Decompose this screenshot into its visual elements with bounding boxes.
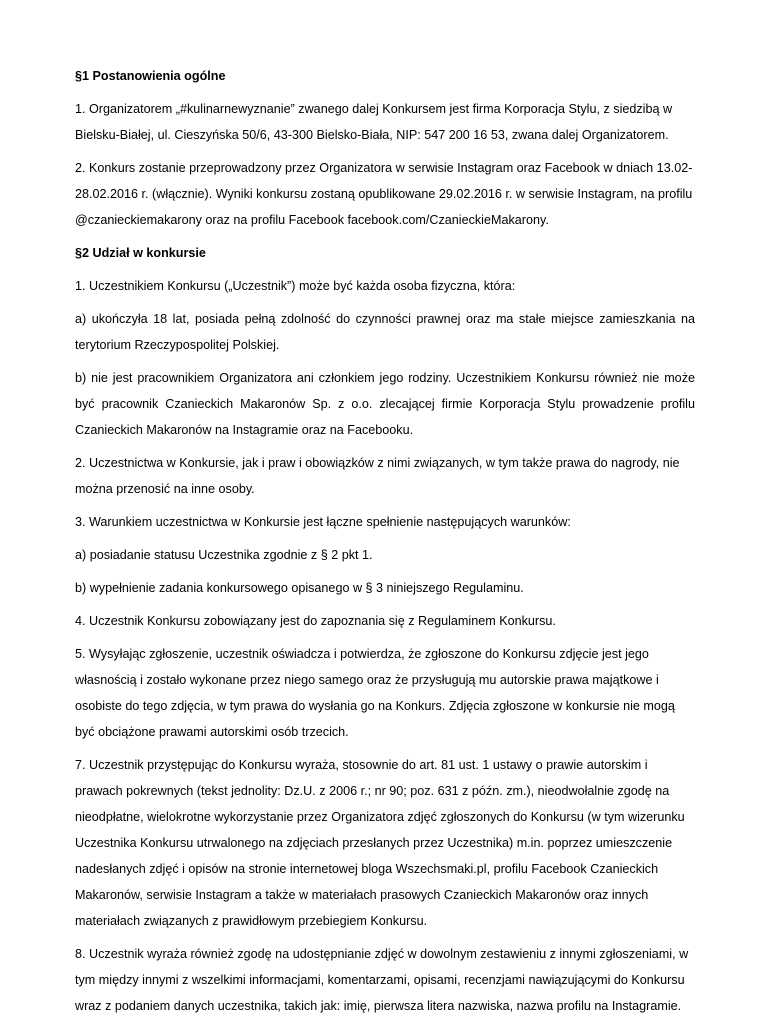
paragraph: 5. Wysyłając zgłoszenie, uczestnik oświadcza i potwierdza, że zgłoszone do Konkursu zdjęcie jest jego własnością i zostało wykonane przez niego samego oraz że przysługują mu autorskie prawa majątkowe i osobiste do tego zdjęcia, w tym prawa do wysłania go na Konkurs. Zdjęcia zgłoszone w konkursie nie mogą być obciążone prawami autorskimi osób trzecich. — [75, 647, 675, 739]
paragraph: 1. Organizatorem „#kulinarnewyznanie” zwanego dalej Konkursem jest firma Korporacja Stylu, z siedzibą w Bielsku-Białej, ul. Cieszyńska 50/6, 43-300 Bielsko-Biała, NIP: 547 200 16 53, zwana dalej Organizatorem. — [75, 102, 673, 142]
paragraph: 2. Uczestnictwa w Konkursie, jak i praw i obowiązków z nimi związanych, w tym także prawa do nagrody, nie można przenosić na inne osoby. — [75, 456, 680, 496]
paragraph: 4. Uczestnik Konkursu zobowiązany jest do zapoznania się z Regulaminem Konkursu. — [75, 614, 556, 628]
paragraph: b) wypełnienie zadania konkursowego opisanego w § 3 niniejszego Regulaminu. — [75, 581, 524, 595]
section-heading: §1 Postanowienia ogólne — [75, 69, 226, 83]
paragraph: a) ukończyła 18 lat, posiada pełną zdolność do czynności prawnej oraz ma stałe miejsce zamieszkania na terytorium Rzeczypospolitej Polskiej. — [75, 312, 695, 352]
paragraph: 2. Konkurs zostanie przeprowadzony przez Organizatora w serwisie Instagram oraz Facebook w dniach 13.02-28.02.2016 r. (włącznie). Wyniki konkursu zostaną opublikowane 29.02.2016 r. w serwisie Instagram, na profilu @czanieckiemakarony oraz na profilu Facebook facebook.com/CzanieckieMakarony. — [75, 161, 693, 227]
paragraph: a) posiadanie statusu Uczestnika zgodnie z § 2 pkt 1. — [75, 548, 373, 562]
section-heading: §2 Udział w konkursie — [75, 246, 206, 260]
paragraph: b) nie jest pracownikiem Organizatora ani członkiem jego rodziny. Uczestnikiem Konkursu również nie może być pracownik Czanieckich Makaronów Sp. z o.o. zlecającej firmie Korporacja Stylu prowadzenie profilu Czanieckich Makaronów na Instagramie oraz na Facebooku. — [75, 371, 695, 437]
paragraph: 7. Uczestnik przystępując do Konkursu wyraża, stosownie do art. 81 ust. 1 ustawy o prawie autorskim i prawach pokrewnych (tekst jednolity: Dz.U. z 2006 r.; nr 90; poz. 631 z późn. zm.), nieodwołalnie zgodę na nieodpłatne, wielokrotne wykorzystanie przez Organizatora zdjęć zgłoszonych do Konkursu (w tym wizerunku Uczestnika Konkursu utrwalonego na zdjęciach przesłanych przez Uczestnika) m.in. poprzez umieszczenie nadesłanych zdjęć i opisów na stronie internetowej bloga Wszechsmaki.pl, profilu Facebook Czanieckich Makaronów, serwisie Instagram a także w materiałach prasowych Czanieckich Makaronów oraz innych materiałach związanych z prawidłowym przebiegiem Konkursu. — [75, 758, 685, 928]
paragraph: 1. Uczestnikiem Konkursu („Uczestnik”) może być każda osoba fizyczna, która: — [75, 279, 516, 293]
paragraph: 8. Uczestnik wyraża również zgodę na udostępnianie zdjęć w dowolnym zestawieniu z innymi zgłoszeniami, w tym między innymi z wszelkimi informacjami, komentarzami, opisami, recenzjami nawiązującymi do Konkursu wraz z podaniem danych uczestnika, takich jak: imię, pierwsza litera nazwiska, nazwa profilu na Instagramie. — [75, 947, 689, 1013]
paragraph: 3. Warunkiem uczestnictwa w Konkursie jest łączne spełnienie następujących warunków: — [75, 515, 571, 529]
document-page — [75, 63, 695, 1026]
